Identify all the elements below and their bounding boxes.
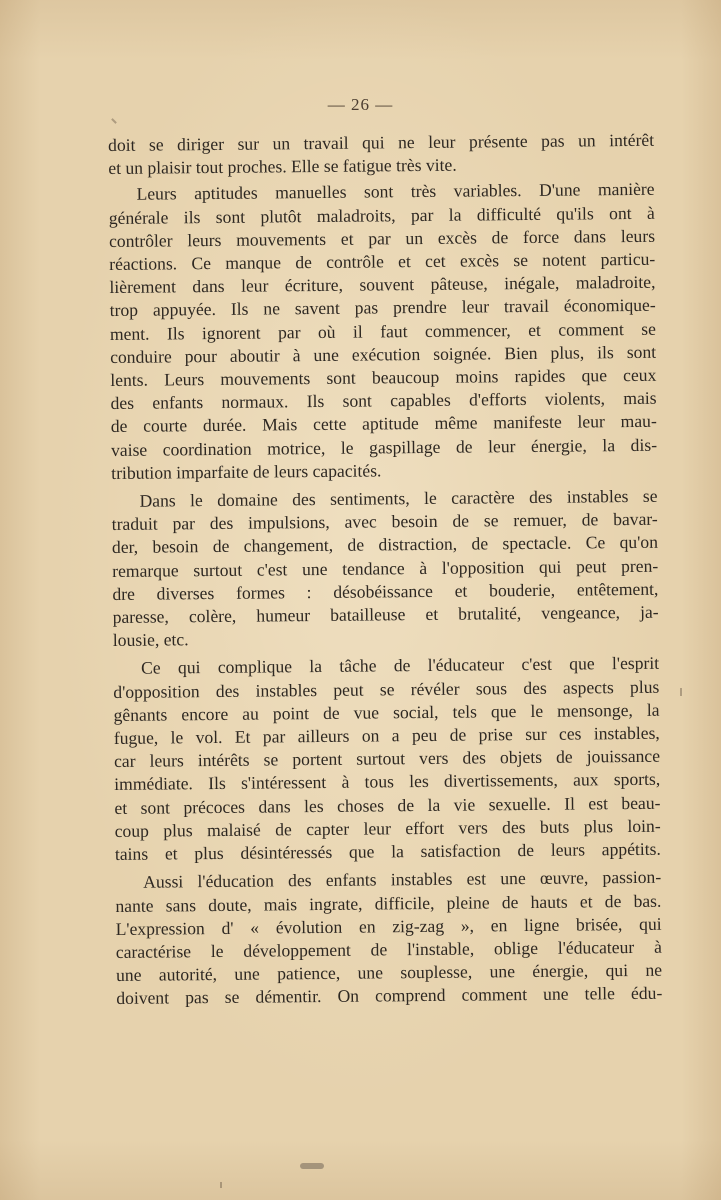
text-line: Leurs aptitudes manuelles sont très variables. D'une manière xyxy=(136,179,655,205)
text-line: caractérise le développement de l'instable, oblige l'éducateur à xyxy=(115,936,662,962)
text-line: Aussi l'éducation des enfants instables est une œuvre, passion- xyxy=(143,867,662,892)
text-line: traduit par des impulsions, avec besoin de se remuer, de bavar- xyxy=(111,508,658,535)
text-line: réactions. Ce manque de contrôle et cet excès se notent particu- xyxy=(109,248,656,275)
text-line: gênants encore au point de vue social, tels que le mensonge, la xyxy=(113,699,660,725)
margin-mark xyxy=(220,1182,222,1188)
text-line: conduire pour aboutir à une exécution soignée. Bien plus, ils sont xyxy=(110,341,657,367)
text-line: coup plus malaisé de capter leur effort vers des buts plus loin- xyxy=(114,815,661,841)
text-line: paresse, colère, humeur batailleuse et brutalité, vengeance, ja- xyxy=(112,601,659,628)
text-line: Dans le domaine des sentiments, le caractère des instables se xyxy=(139,485,658,511)
text-line: car leurs intérêts se portent surtout vers des objets de jouissance xyxy=(113,746,661,772)
paragraph-1 xyxy=(108,129,654,181)
text-line: nante sans doute, mais ingrate, difficile, pleine de hauts et de bas. xyxy=(115,890,662,916)
text-line: Ce qui complique la tâche de l'éducateur c'est que l'esprit xyxy=(141,653,660,679)
text-line: lents. Leurs mouvements sont beaucoup moins rapides que ceux xyxy=(110,364,657,391)
text-line: dre diverses formes : désobéissance et bouderie, entêtement, xyxy=(112,578,659,604)
text-line: des enfants normaux. Ils sont capables d'efforts violents, mais xyxy=(110,387,657,414)
text-line: tribution imparfaite de leurs capacités. xyxy=(111,460,382,483)
text-line: ment. Ils ignorent par où il faut commencer, et comment se xyxy=(109,318,656,344)
text-line: et sont précoces dans les choses de la vie sexuelle. Il est beau- xyxy=(114,792,661,818)
text-line: et un plaisir tout proches. Elle se fatigue très vite. xyxy=(108,154,457,179)
margin-mark xyxy=(111,118,117,124)
text-line: tains et plus désintéressés que la satisfaction de leurs appétits. xyxy=(114,838,661,865)
paragraph-3 xyxy=(111,485,659,653)
footer-ornament xyxy=(300,1163,324,1169)
text-line: doit se diriger sur un travail qui ne leur présente pas un intérêt xyxy=(108,129,655,155)
paragraph-5 xyxy=(115,866,662,1010)
text-line: der, besoin de changement, de distraction, de spectacle. Ce qu'on xyxy=(111,532,659,558)
text-line: d'opposition des instables peut se révéler sous des aspects plus xyxy=(113,676,660,702)
text-line: immédiate. Ils s'intéressent à tous les divertissements, aux sports, xyxy=(114,769,661,795)
text-line: lousie, etc. xyxy=(112,629,189,651)
text-line: contrôler leurs mouvements et par un excès de force dans leurs xyxy=(108,225,656,251)
text-line: fugue, le vol. Et par ailleurs on a peu de prise sur ces instables, xyxy=(113,722,660,749)
text-line: vaise coordination motrice, le gaspillage de leur énergie, la dis- xyxy=(110,434,658,460)
paragraph-4 xyxy=(113,652,661,866)
text-line: remarque surtout c'est une tendance à l'opposition qui peut pren- xyxy=(112,555,659,581)
margin-mark xyxy=(680,688,682,696)
page-number: — 26 — xyxy=(327,95,394,114)
body-text xyxy=(108,129,662,1011)
text-line: une autorité, une patience, une souplesse, une énergie, qui ne xyxy=(115,959,663,986)
text-line: générale ils sont plutôt maladroits, par la difficulté qu'ils ont à xyxy=(108,202,655,228)
text-line: de courte durée. Mais cette aptitude même manifeste leur mau- xyxy=(110,411,657,437)
paragraph-2 xyxy=(108,178,657,485)
text-line: doivent pas se démentir. On comprend comment une telle édu- xyxy=(116,983,663,1009)
text-line: trop appuyée. Ils ne savent pas prendre leur travail économique- xyxy=(109,295,656,321)
text-line: L'expression d' « évolution en zig-zag », en ligne brisée, qui xyxy=(115,913,662,939)
text-line: lièrement dans leur écriture, souvent pâteuse, inégale, maladroite, xyxy=(109,271,656,298)
